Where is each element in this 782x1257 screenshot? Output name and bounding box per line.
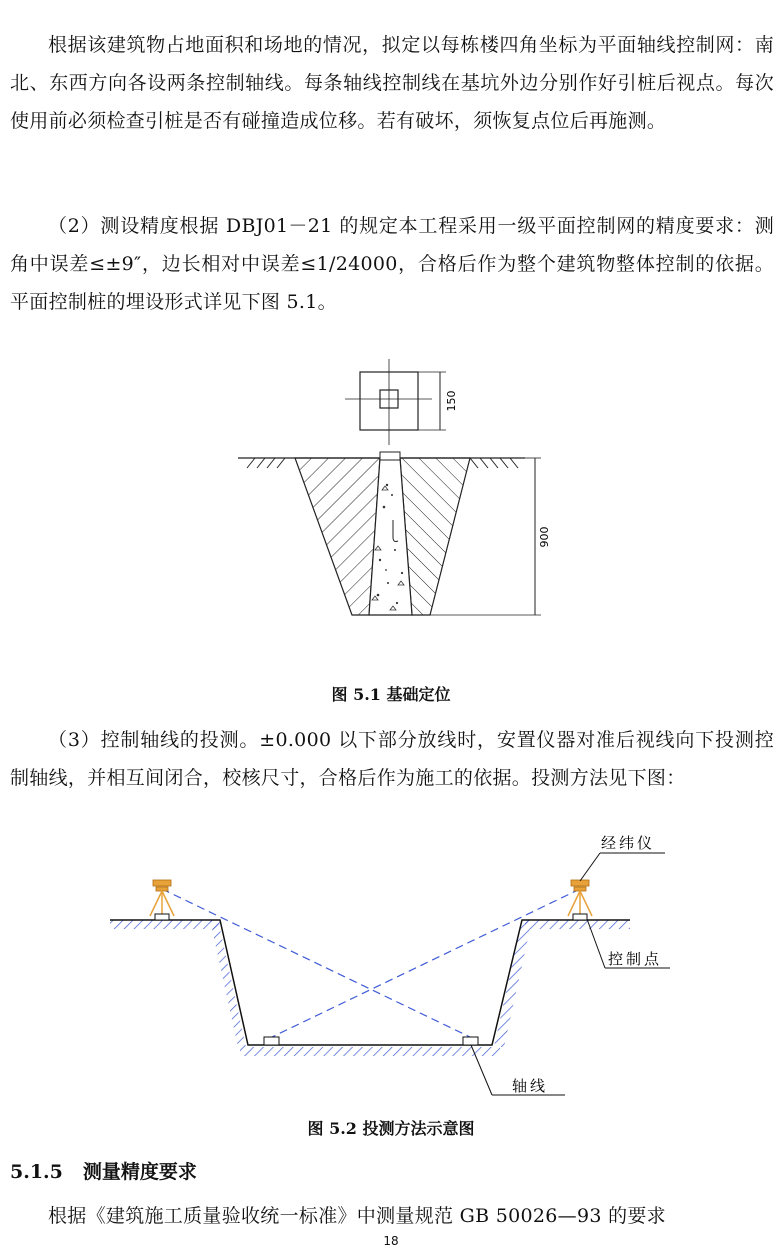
figure-5-1-caption: 图 5.1 基础定位 (331, 685, 451, 704)
figure-5-2-projection-method (0, 815, 782, 1115)
leader-instrument (580, 834, 665, 881)
pit-hatch (110, 920, 630, 1056)
label-control-point: 控制点 (608, 950, 663, 968)
page-number: 18 (383, 1234, 399, 1248)
figure-5-2-caption: 图 5.2 投测方法示意图 (307, 1119, 475, 1138)
label-instrument: 经纬仪 (601, 834, 656, 852)
dimension-150 (418, 372, 458, 430)
figure-5-1-foundation-stake (0, 345, 782, 645)
axis-point-right (463, 1037, 478, 1045)
section-heading (10, 1157, 197, 1184)
soil-left (295, 458, 380, 615)
theodolite-right (568, 880, 592, 920)
pit-outline (110, 920, 630, 1045)
label-axis: 轴线 (512, 1077, 549, 1095)
paragraph-axis-projection: （3）控制轴线的投测。±0.000 以下部分放线时，安置仪器对准后视线向下投测控制轴线，并相互间闭合，校核尺寸，合格后作为施工的依据。投测方法见下图： (10, 729, 774, 789)
dim-150-label: 150 (445, 390, 458, 412)
paragraph-precision-standard: 根据《建筑施工质量验收统一标准》中测量规范 GB 50026—93 的要求 (48, 1205, 666, 1227)
paragraph-accuracy: （2）测设精度根据 DBJ01－21 的规定本工程采用一级平面控制网的精度要求：测角中误差≤±9″，边长相对中误差≤1/24000，合格后作为整个建筑物整体控制的依据。平面控制桩的埋设形式详见下图 5.1。 (10, 215, 774, 313)
axis-point-left (264, 1037, 279, 1045)
section-title: 测量精度要求 (82, 1161, 197, 1183)
dim-900-label: 900 (538, 526, 551, 548)
theodolite-left (150, 880, 174, 920)
section-number: 5.1.5 (10, 1161, 63, 1183)
paragraph-control-network: 根据该建筑物占地面积和场地的情况，拟定以每栋楼四角坐标为平面轴线控制网：南北、东西方向各设两条控制轴线。每条轴线控制线在基坑外边分别作好引桩后视点。每次使用前必须检查引桩是否有碰撞造成位移。若有破坏，须恢复点位后再施测。 (10, 34, 774, 132)
